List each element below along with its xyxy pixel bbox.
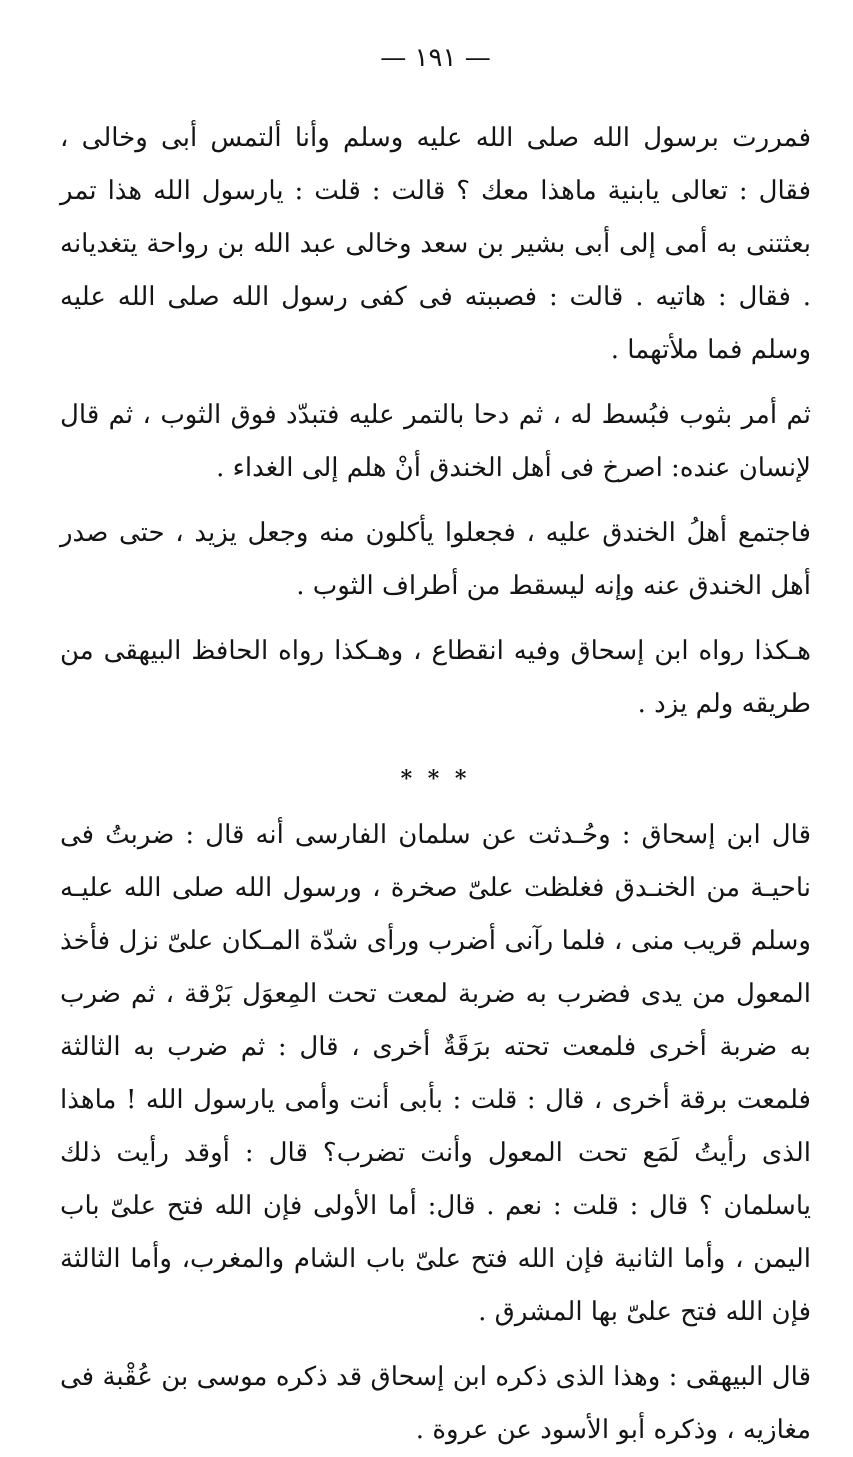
paragraph-salman-narration: قال ابن إسحاق : وحُـدثت عن سلمان الفارسى أنه قال : ضربتُ فى ناحيـة من الخنـدق فغلظت علىّ صخرة ، ورسول الله صلى الله عليـه وسلم قريب منى ، فلما رآنى أضرب ورأى شدّة المـكان علىّ نزل فأخذ المعول من يدى فضرب به ضربة لمعت تحت المِعوَل بَرْقة ، ثم ضرب به ضربة أخرى فلمعت تحته برَقَةٌ أخرى ، قال : ثم ضرب به الثالثة فلمعت برقة أخرى ، قال : قلت : بأبى أنت وأمى يارسول الله ! ماهذا الذى رأيتُ لَمَع تحت المعول وأنت تضرب؟ قال : أوقد رأيت ذلك ياسلمان ؟ قال : قلت : نعم . قال: أما الأولى فإن الله فتح علىّ باب اليمن ، وأما الثانية فإن الله فتح علىّ باب الشام والمغرب، وأما الثالثة فإن الله فتح علىّ بها المشرق .	[60, 820, 811, 1327]
section-trench-dates	[60, 112, 811, 731]
section-salman-rock	[60, 809, 811, 1457]
page-number: — ١٩١ —	[380, 43, 491, 73]
paragraph-people-gather: فاجتمع أهلُ الخندق عليه ، فجعلوا يأكلون منه وجعل يزيد ، حتى صدر أهل الخندق عنه وإنه ليسقط من أطراف الثوب .	[60, 518, 811, 601]
paragraph-dates-story: فمررت برسول الله صلى الله عليه وسلم وأنا ألتمس أبى وخالى ، فقال : تعالى يابنية ماهذا معك ؟ قالت : قلت : يارسول الله هذا تمر بعثتنى به أمى إلى أبى بشير بن سعد وخالى عبد الله بن رواحة يتغديانه . فقال : هاتيه . قالت : فصببته فى كفى رسول الله صلى الله عليه وسلم فما ملأتهما .	[60, 123, 811, 365]
section-divider: * * *	[400, 766, 471, 792]
paragraph-bayhaqi-note: قال البيهقى : وهذا الذى ذكره ابن إسحاق قد ذكره موسى بن عُقْبة فى مغازيه ، وذكره أبو الأسود عن عروة .	[60, 1362, 811, 1445]
paragraph-cloth-spread: ثم أمر بثوب فبُسط له ، ثم دحا بالتمر عليه فتبدّد فوق الثوب ، ثم قال لإنسان عنده: اصرخ فى أهل الخندق أنْ هلم إلى الغداء .	[60, 400, 811, 483]
paragraph-narration-note: هـكذا رواه ابن إسحاق وفيه انقطاع ، وهـكذا رواه الحافظ البيهقى من طريقه ولم يزد .	[60, 636, 811, 719]
